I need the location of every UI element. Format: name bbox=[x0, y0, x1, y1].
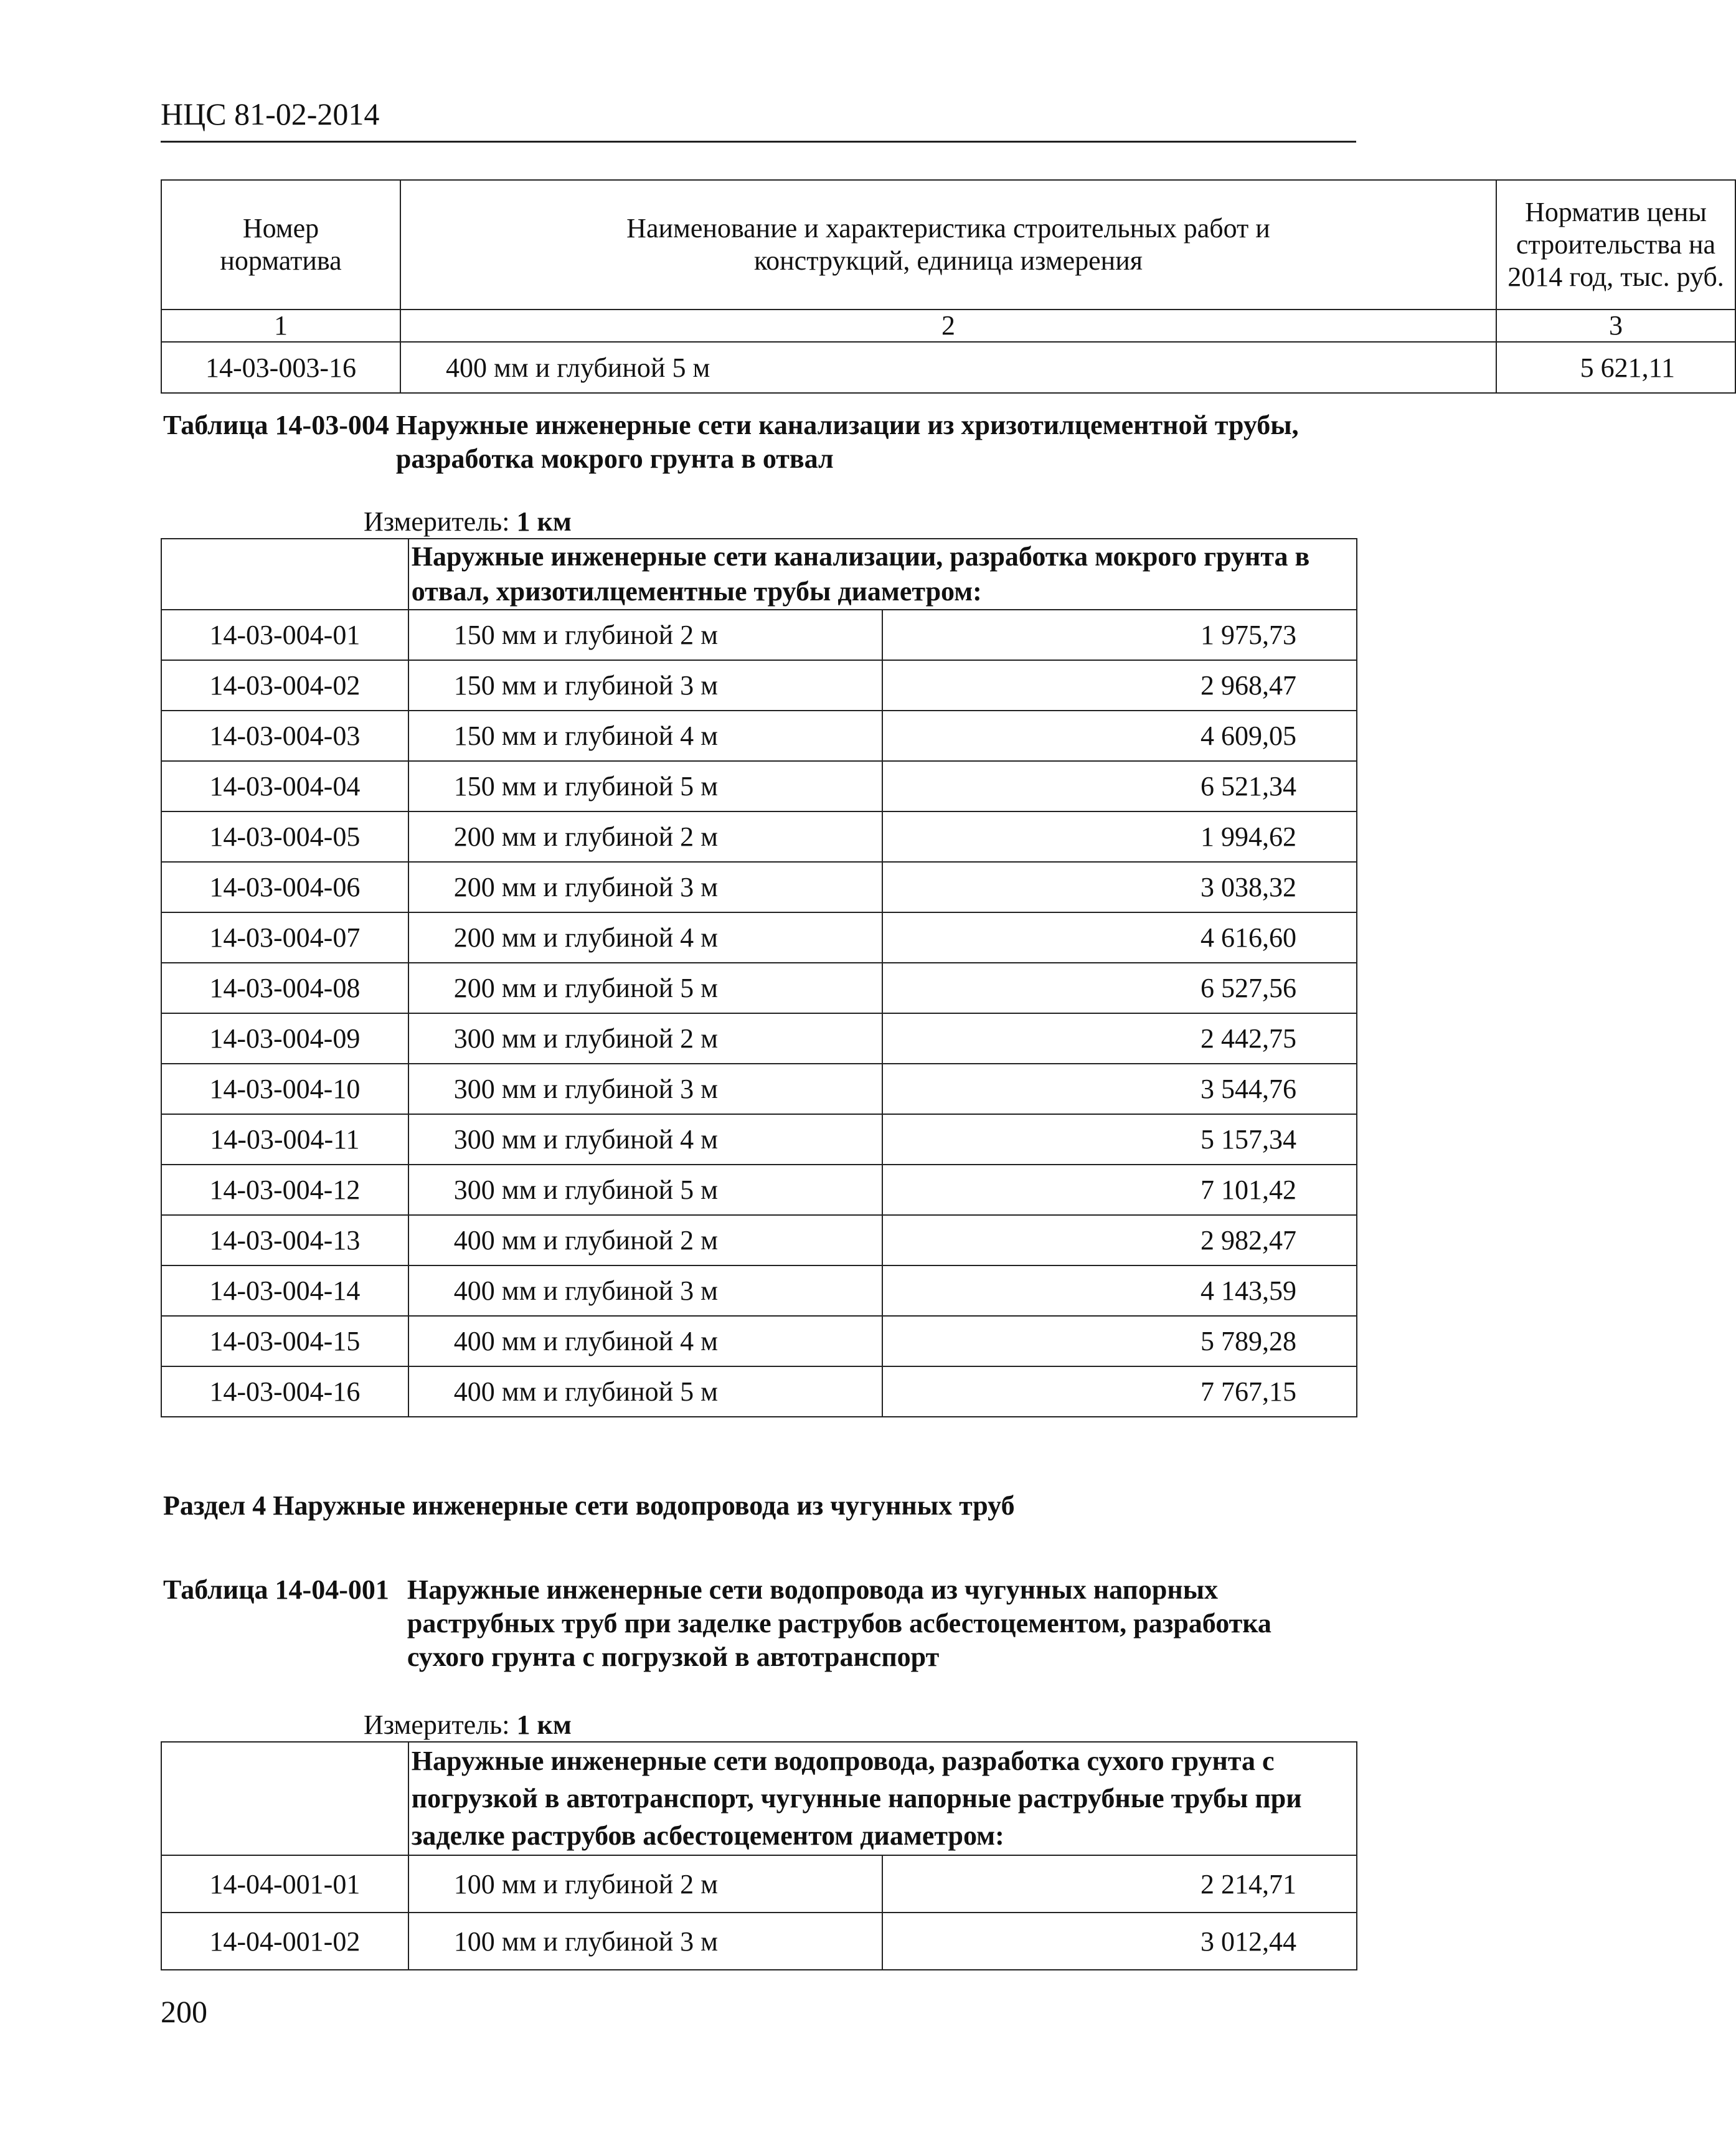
table-row bbox=[161, 1316, 1357, 1366]
unit-value: 1 км bbox=[516, 506, 572, 537]
row-code: 14-03-004-12 bbox=[161, 1165, 408, 1215]
caption-text bbox=[407, 1573, 1271, 1674]
row-code: 14-03-004-02 bbox=[161, 660, 408, 711]
row-code: 14-03-004-05 bbox=[161, 811, 408, 862]
row-desc: 200 мм и глубиной 3 м bbox=[408, 862, 883, 912]
row-value: 4 609,05 bbox=[882, 711, 1357, 761]
col-header-name: Наименование и характеристика строительных работ и конструкций, единица измерения bbox=[400, 180, 1496, 310]
col-header-number: Номер норматива bbox=[161, 180, 400, 310]
row-value: 7 767,15 bbox=[882, 1366, 1357, 1417]
row-value: 3 038,32 bbox=[882, 862, 1357, 912]
row-value: 1 975,73 bbox=[882, 610, 1357, 660]
table-row bbox=[161, 711, 1357, 761]
row-value: 4 616,60 bbox=[882, 912, 1357, 963]
row-value: 2 214,71 bbox=[882, 1855, 1357, 1913]
row-desc: 100 мм и глубиной 3 м bbox=[408, 1913, 883, 1970]
row-value: 1 994,62 bbox=[882, 811, 1357, 862]
table-row bbox=[161, 1165, 1357, 1215]
row-value: 2 982,47 bbox=[882, 1215, 1357, 1265]
row-code: 14-03-004-15 bbox=[161, 1316, 408, 1366]
table-14-03-004 bbox=[161, 538, 1357, 1417]
header-divider bbox=[161, 141, 1356, 143]
group-empty-cell bbox=[161, 1742, 408, 1855]
table-14-04-001 bbox=[161, 1741, 1357, 1970]
caption-line-1: Наружные инженерные сети водопровода из чугунных напорных bbox=[407, 1574, 1219, 1605]
row-code: 14-03-004-01 bbox=[161, 610, 408, 660]
table-row bbox=[161, 610, 1357, 660]
table-header-row bbox=[161, 180, 1735, 310]
group-empty-cell bbox=[161, 539, 408, 610]
table-row bbox=[161, 1366, 1357, 1417]
group-title: Наружные инженерные сети водопровода, разработка сухого грунта с погрузкой в автотранспорт, чугунные напорные раструбные трубы при заделке раструбов асбестоцементом диаметром: bbox=[408, 1742, 1357, 1855]
row-desc: 150 мм и глубиной 4 м bbox=[408, 711, 883, 761]
row-code: 14-03-004-10 bbox=[161, 1064, 408, 1114]
row-desc: 300 мм и глубиной 5 м bbox=[408, 1165, 883, 1215]
row-desc: 200 мм и глубиной 4 м bbox=[408, 912, 883, 963]
caption-label: Таблица 14-03-004 bbox=[163, 410, 389, 440]
row-code: 14-03-004-06 bbox=[161, 862, 408, 912]
row-desc: 150 мм и глубиной 5 м bbox=[408, 761, 883, 811]
col-header-price: Норматив цены строительства на 2014 год, тыс. руб. bbox=[1496, 180, 1735, 310]
document-code: НЦС 81-02-2014 bbox=[161, 97, 380, 131]
table-row bbox=[161, 912, 1357, 963]
row-desc: 300 мм и глубиной 4 м bbox=[408, 1114, 883, 1165]
row-value: 5 789,28 bbox=[882, 1316, 1357, 1366]
row-desc: 300 мм и глубиной 2 м bbox=[408, 1013, 883, 1064]
row-value: 3 544,76 bbox=[882, 1064, 1357, 1114]
row-code: 14-03-004-08 bbox=[161, 963, 408, 1013]
caption-line-1: Наружные инженерные сети канализации из хризотилцементной трубы, bbox=[395, 410, 1299, 440]
row-code: 14-03-004-13 bbox=[161, 1215, 408, 1265]
row-value: 2 442,75 bbox=[882, 1013, 1357, 1064]
row-desc: 400 мм и глубиной 5 м bbox=[408, 1366, 883, 1417]
row-desc: 400 мм и глубиной 4 м bbox=[408, 1316, 883, 1366]
table-caption-14-04-001 bbox=[163, 1573, 1271, 1674]
unit-label: Измеритель: bbox=[364, 1710, 510, 1740]
row-value: 5 621,11 bbox=[1496, 342, 1735, 393]
col-number-1: 1 bbox=[161, 310, 400, 342]
row-code: 14-04-001-01 bbox=[161, 1855, 408, 1913]
row-desc: 150 мм и глубиной 3 м bbox=[408, 660, 883, 711]
unit-measure-14-03-004 bbox=[364, 508, 572, 536]
col-number-2: 2 bbox=[400, 310, 1496, 342]
group-title-row bbox=[161, 539, 1357, 610]
column-number-row bbox=[161, 310, 1735, 342]
page-number: 200 bbox=[161, 1994, 207, 2029]
table-row bbox=[161, 1114, 1357, 1165]
row-code: 14-03-004-14 bbox=[161, 1265, 408, 1316]
row-code: 14-03-004-07 bbox=[161, 912, 408, 963]
row-desc: 300 мм и глубиной 3 м bbox=[408, 1064, 883, 1114]
caption-label: Таблица 14-04-001 bbox=[163, 1574, 389, 1605]
col-number-3: 3 bbox=[1496, 310, 1735, 342]
row-code: 14-03-004-04 bbox=[161, 761, 408, 811]
table-row bbox=[161, 1215, 1357, 1265]
table-row bbox=[161, 1855, 1357, 1913]
table-continuation bbox=[161, 179, 1736, 394]
caption-line-2: раструбных труб при заделке раструбов асбестоцементом, разработка bbox=[407, 1608, 1271, 1639]
table-row bbox=[161, 1064, 1357, 1114]
table-row bbox=[161, 811, 1357, 862]
table-row bbox=[161, 1013, 1357, 1064]
row-code: 14-03-004-03 bbox=[161, 711, 408, 761]
table-row bbox=[161, 660, 1357, 711]
section-4-title: Раздел 4 Наружные инженерные сети водопровода из чугунных труб bbox=[163, 1490, 1015, 1521]
table-row bbox=[161, 963, 1357, 1013]
row-value: 6 521,34 bbox=[882, 761, 1357, 811]
group-title: Наружные инженерные сети канализации, разработка мокрого грунта в отвал, хризотилцементные трубы диаметром: bbox=[408, 539, 1357, 610]
row-code: 14-03-003-16 bbox=[161, 342, 400, 393]
row-desc: 400 мм и глубиной 2 м bbox=[408, 1215, 883, 1265]
table-row bbox=[161, 1265, 1357, 1316]
unit-label: Измеритель: bbox=[364, 506, 510, 537]
table-row bbox=[161, 1913, 1357, 1970]
unit-measure-14-04-001 bbox=[364, 1711, 572, 1739]
row-value: 6 527,56 bbox=[882, 963, 1357, 1013]
row-desc: 200 мм и глубиной 5 м bbox=[408, 963, 883, 1013]
row-desc: 100 мм и глубиной 2 м bbox=[408, 1855, 883, 1913]
row-desc: 400 мм и глубиной 3 м bbox=[408, 1265, 883, 1316]
row-code: 14-04-001-02 bbox=[161, 1913, 408, 1970]
row-value: 4 143,59 bbox=[882, 1265, 1357, 1316]
caption-text bbox=[396, 409, 1299, 476]
table-caption-14-03-004 bbox=[163, 409, 1299, 476]
row-desc: 150 мм и глубиной 2 м bbox=[408, 610, 883, 660]
table-row bbox=[161, 342, 1735, 393]
table-row bbox=[161, 862, 1357, 912]
caption-line-2: разработка мокрого грунта в отвал bbox=[395, 443, 834, 474]
row-desc: 400 мм и глубиной 5 м bbox=[400, 342, 1496, 393]
row-value: 5 157,34 bbox=[882, 1114, 1357, 1165]
row-code: 14-03-004-16 bbox=[161, 1366, 408, 1417]
unit-value: 1 км bbox=[516, 1710, 572, 1740]
group-title-row bbox=[161, 1742, 1357, 1855]
caption-line-3: сухого грунта с погрузкой в автотранспорт bbox=[407, 1642, 940, 1672]
table-row bbox=[161, 761, 1357, 811]
row-value: 3 012,44 bbox=[882, 1913, 1357, 1970]
row-code: 14-03-004-09 bbox=[161, 1013, 408, 1064]
row-value: 7 101,42 bbox=[882, 1165, 1357, 1215]
row-desc: 200 мм и глубиной 2 м bbox=[408, 811, 883, 862]
row-code: 14-03-004-11 bbox=[161, 1114, 408, 1165]
row-value: 2 968,47 bbox=[882, 660, 1357, 711]
